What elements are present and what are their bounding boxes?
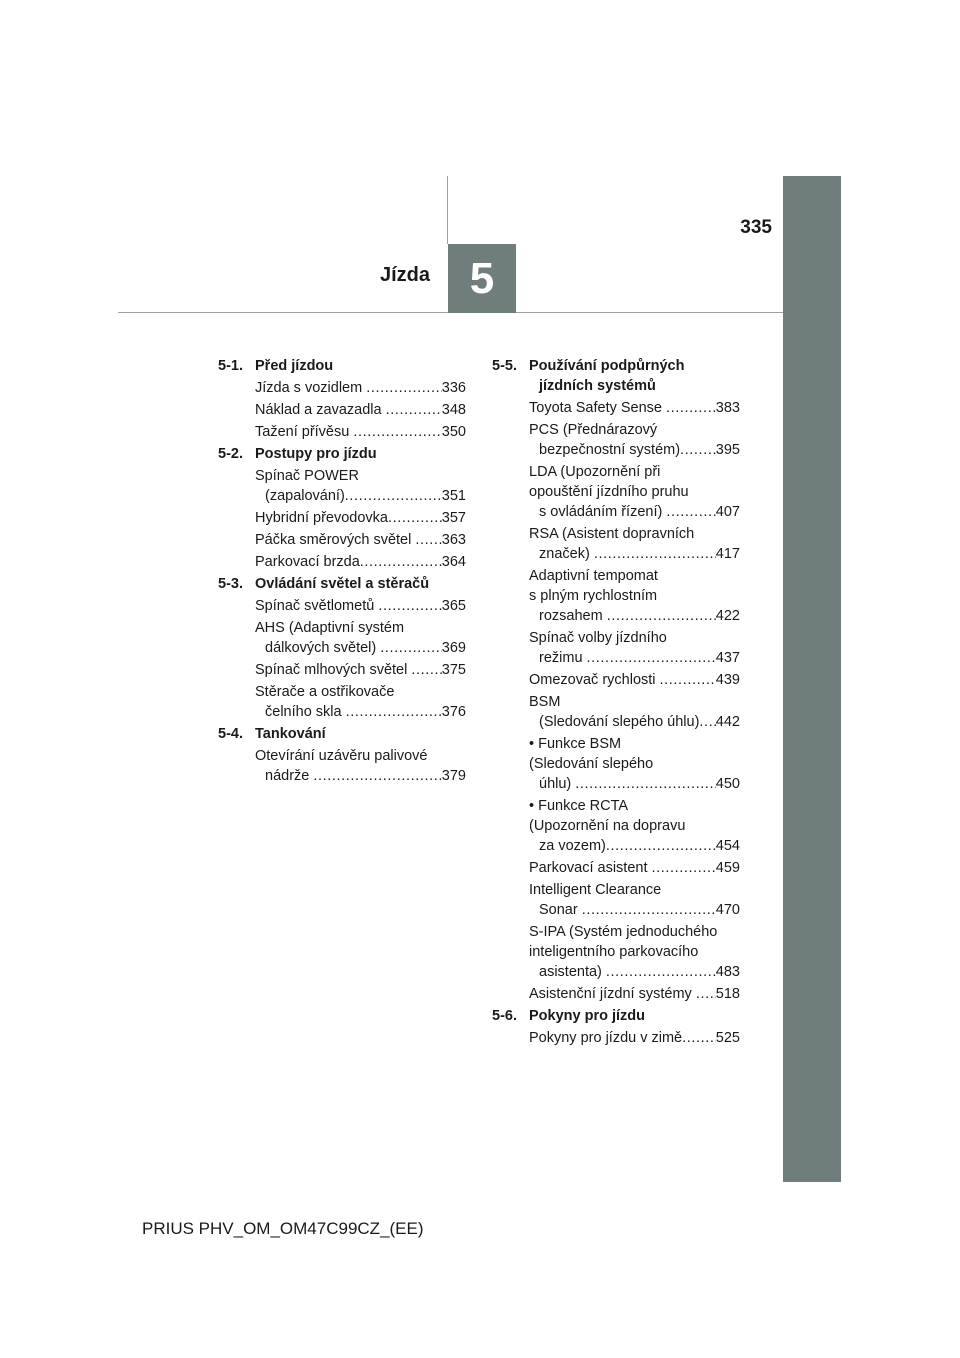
toc-entry[interactable] (529, 984, 740, 1004)
toc-entry-page: 365 (441, 598, 466, 614)
toc-leader-dots (378, 596, 441, 616)
toc-entry-text: (zapalování) (265, 488, 345, 504)
toc-entry-page: 383 (715, 400, 740, 416)
toc-leader-dots (582, 900, 716, 920)
toc-entry[interactable] (255, 530, 466, 550)
toc-entry-page: 518 (715, 986, 740, 1002)
toc-entry-text: (Sledování slepého (529, 756, 654, 772)
toc-section-title: Ovládání světel a stěračů (255, 576, 430, 592)
toc-entry-text: Adaptivní tempomat (529, 568, 658, 584)
toc-leader-dots (660, 670, 716, 690)
toc-entry[interactable] (529, 734, 740, 794)
toc-entry-page: 437 (715, 650, 740, 666)
toc-leader-dots (360, 552, 442, 572)
toc-entry[interactable] (529, 524, 740, 564)
toc-entry-text: Tažení přívěsu (255, 424, 354, 440)
toc-entry-page: 363 (441, 532, 466, 548)
toc-entry-text: čelního skla (265, 704, 346, 720)
toc-entry-text: Hybridní převodovka (255, 510, 388, 526)
toc-section (218, 444, 466, 572)
toc-entry-text: Toyota Safety Sense (529, 400, 667, 416)
toc-entry-page: 357 (441, 510, 466, 526)
toc-entry-text: Intelligent Clearance (529, 882, 662, 898)
toc-entry-text: S-IPA (Systém jednoduchého (529, 924, 718, 940)
toc-entry-text: Otevírání uzávěru palivové (255, 748, 428, 764)
toc-entry-text: režimu (539, 650, 587, 666)
toc-section-title: Pokyny pro jízdu (529, 1008, 646, 1024)
toc-entry[interactable] (529, 398, 740, 418)
toc-section (492, 356, 740, 1004)
toc-entry-text: Jízda s vozidlem (255, 380, 367, 396)
toc-entry-page: 350 (441, 424, 466, 440)
toc-entry[interactable] (529, 670, 740, 690)
toc-entry-text: PCS (Přednárazový (529, 422, 658, 438)
toc-entry-text: inteligentního parkovacího (529, 944, 699, 960)
toc-section-title: Používání podpůrných jízdních systémů (529, 358, 685, 394)
toc-entry-text: AHS (Adaptivní systém (255, 620, 405, 636)
toc-leader-dots (652, 858, 716, 878)
toc-entry[interactable] (255, 422, 466, 442)
toc-entry[interactable] (255, 378, 466, 398)
toc-entry[interactable] (529, 692, 740, 732)
toc-entry-page: 417 (715, 546, 740, 562)
toc-entry[interactable] (529, 880, 740, 920)
toc-entry-page: 351 (441, 488, 466, 504)
toc-entry[interactable] (255, 682, 466, 722)
toc-leader-dots (411, 660, 441, 680)
toc-section-number: 5-3. (218, 576, 243, 592)
toc-entry-text: s plným rychlostním (529, 588, 658, 604)
toc-leader-dots (353, 422, 441, 442)
toc-section-number: 5-5. (492, 358, 517, 374)
toc-entry-text: (Sledování slepého úhlu) (539, 714, 700, 730)
toc-leader-dots (594, 544, 716, 564)
document-footer: PRIUS PHV_OM_OM47C99CZ_(EE) (142, 1219, 424, 1238)
chapter-side-tab (783, 176, 841, 1182)
toc-entry-text: dálkových světel) (265, 640, 381, 656)
toc-section-number: 5-6. (492, 1008, 517, 1024)
toc-entry-text: Sonar (539, 902, 582, 918)
toc-entry-page: 525 (715, 1030, 740, 1046)
toc-entry-page: 422 (715, 608, 740, 624)
toc-leader-dots (607, 606, 716, 626)
toc-entry-text: BSM (529, 694, 561, 710)
toc-entry-text: bezpečnostní systém) (539, 442, 681, 458)
toc-entry[interactable] (255, 596, 466, 616)
toc-entry-page: 364 (441, 554, 466, 570)
toc-entry[interactable] (529, 858, 740, 878)
toc-section-heading (218, 356, 466, 376)
toc-section-heading (218, 724, 466, 744)
toc-section (218, 574, 466, 722)
toc-entry[interactable] (529, 566, 740, 626)
toc-entry-page: 375 (441, 662, 466, 678)
toc-section (218, 724, 466, 786)
toc-entry-page: 454 (715, 838, 740, 854)
toc-entry-page: 442 (715, 714, 740, 730)
toc-entry-text: Stěrače a ostřikovače (255, 684, 395, 700)
toc-entry-text: Spínač POWER (255, 468, 359, 484)
toc-entry-page: 483 (715, 964, 740, 980)
toc-section-number: 5-2. (218, 446, 243, 462)
toc-section-heading (492, 356, 740, 396)
chapter-title: Jízda (379, 264, 430, 286)
toc-entry[interactable] (255, 400, 466, 420)
toc-entry-text: Páčka směrových světel (255, 532, 416, 548)
toc-entry-page: 336 (441, 380, 466, 396)
toc-entry-page: 470 (715, 902, 740, 918)
toc-entry-text: opouštění jízdního pruhu (529, 484, 689, 500)
toc-leader-dots (415, 530, 441, 550)
toc-leader-dots (696, 984, 716, 1004)
toc-entry[interactable] (529, 922, 740, 982)
toc-entry[interactable] (255, 508, 466, 528)
toc-section (218, 356, 466, 442)
toc-entry-page: 439 (715, 672, 740, 688)
toc-leader-dots (666, 398, 716, 418)
toc-entry[interactable] (255, 660, 466, 680)
toc-entry-page: 348 (441, 402, 466, 418)
toc-section (492, 1006, 740, 1048)
toc-entry[interactable] (255, 746, 466, 786)
toc-leader-dots (575, 774, 716, 794)
toc-leader-dots (313, 766, 441, 786)
toc-leader-dots (388, 508, 442, 528)
toc-entry[interactable] (255, 466, 466, 506)
toc-leader-dots (699, 712, 715, 732)
toc-entry-page: 369 (441, 640, 466, 656)
toc-leader-dots (682, 1028, 716, 1048)
toc-entry-page: 450 (715, 776, 740, 792)
toc-section-heading (218, 574, 466, 594)
toc-entry-text: Pokyny pro jízdu v zimě (529, 1030, 683, 1046)
toc-leader-dots (380, 638, 442, 658)
toc-entry[interactable] (529, 420, 740, 460)
toc-section-title: Před jízdou (255, 358, 334, 374)
toc-entry-page: 459 (715, 860, 740, 876)
header-vertical-rule (447, 176, 448, 244)
toc-entry-text: (Upozornění na dopravu (529, 818, 686, 834)
toc-section-number: 5-1. (218, 358, 243, 374)
toc-entry-text: Omezovač rychlosti (529, 672, 660, 688)
toc-entry-text: • Funkce BSM (529, 736, 622, 752)
toc-entry[interactable] (255, 618, 466, 658)
toc-leader-dots (366, 378, 442, 398)
toc-entry-text: rozsahem (539, 608, 607, 624)
toc-entry-text: úhlu) (539, 776, 576, 792)
toc-entry-text: asistenta) (539, 964, 606, 980)
toc-leader-dots (345, 486, 442, 506)
toc-entry-text: značek) (539, 546, 594, 562)
toc-entry-page: 376 (441, 704, 466, 720)
page-number: 335 (740, 217, 772, 238)
toc-entry[interactable] (529, 462, 740, 522)
toc-entry-page: 395 (715, 442, 740, 458)
toc-leader-dots (680, 440, 716, 460)
toc-entry-text: • Funkce RCTA (529, 798, 629, 814)
toc-entry-text: LDA (Upozornění při (529, 464, 661, 480)
toc-entry-text: s ovládáním řízení) (539, 504, 667, 520)
toc-entry-page: 379 (441, 768, 466, 784)
toc-column-right (492, 356, 740, 1050)
toc-entry[interactable] (529, 796, 740, 856)
toc-entry-text: za vozem) (539, 838, 606, 854)
toc-entry[interactable] (529, 1028, 740, 1048)
toc-entry-text: RSA (Asistent dopravních (529, 526, 695, 542)
toc-entry-page: 407 (715, 504, 740, 520)
toc-entry-text: Spínač volby jízdního (529, 630, 667, 646)
toc-entry-text: Spínač světlometů (255, 598, 379, 614)
toc-entry-text: Náklad a zavazadla (255, 402, 386, 418)
toc-leader-dots (346, 702, 442, 722)
toc-column-left (218, 356, 466, 788)
toc-leader-dots (386, 400, 442, 420)
toc-section-title: Tankování (255, 726, 326, 742)
toc-leader-dots (666, 502, 715, 522)
toc-leader-dots (606, 962, 716, 982)
toc-entry[interactable] (255, 552, 466, 572)
toc-section-title: Postupy pro jízdu (255, 446, 377, 462)
toc-section-heading (492, 1006, 740, 1026)
toc-entry-text: Parkovací brzda (255, 554, 360, 570)
toc-entry-text: Asistenční jízdní systémy (529, 986, 696, 1002)
chapter-number-box: 5 (448, 244, 516, 313)
toc-leader-dots (587, 648, 716, 668)
toc-entry-text: Parkovací asistent (529, 860, 652, 876)
toc-section-number: 5-4. (218, 726, 243, 742)
toc-section-heading (218, 444, 466, 464)
toc-entry-text: Spínač mlhových světel (255, 662, 412, 678)
toc-entry[interactable] (529, 628, 740, 668)
toc-entry-text: nádrže (265, 768, 314, 784)
toc-leader-dots (606, 836, 716, 856)
